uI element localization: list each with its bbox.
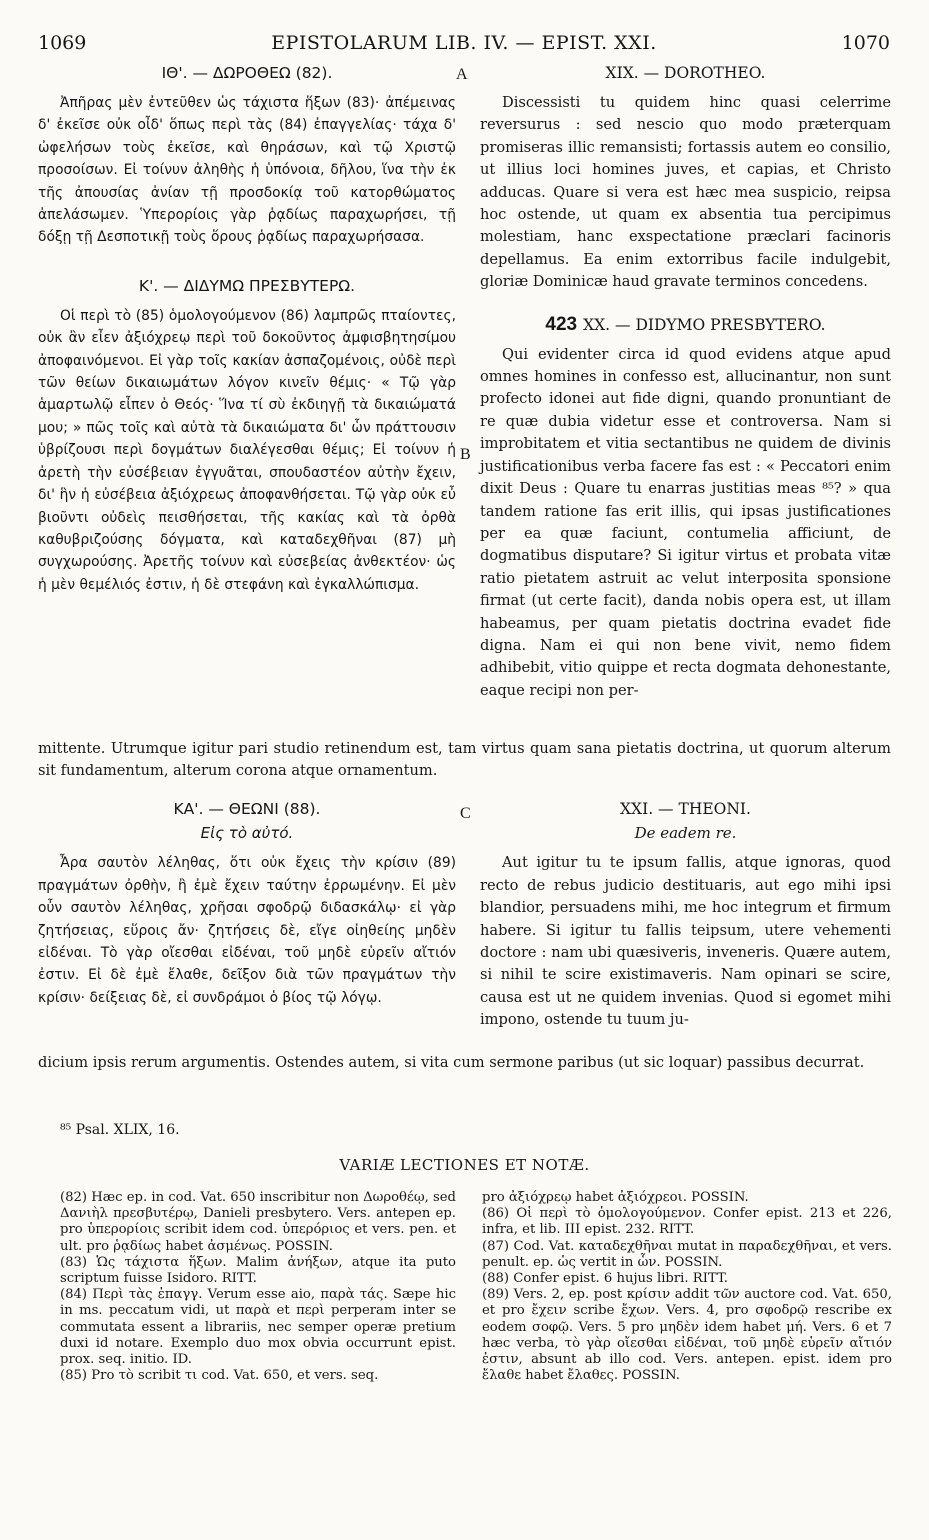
latin-column-top — [480, 62, 891, 702]
latin-epistle-20-text: Qui evidenter circa id quod evidens atque apud omnes homines in confesso est, allucinantur, non sunt profecto idonei aut fide digni, quando pronuntiant de re quæ dubia videtur esse et controversa. Nam si improbitatem et vitia sectantibus ne quidem de divinis justificationibus verba facere fas est : « Peccatori enim dixit Deus : Quare tu enarras justitias meas ⁸⁵? » qua tandem ratione fas erit illis, qui ipsas justificationes per ea quæ faciunt, contumelia afficiunt, de dogmatibus disputare? Si igitur virtus et probata vitæ ratio pietatem astruit ac velut interposita sponsione firmat (ut certe facit), danda nobis opera est, ut illam habeamus, per quam pietatis doctrina evadet fide digna. Nam ei qui non bene vivit, nemo fidem adhibebit, vitio quippe et recta dogmata dehonestante, eaque recipi non per- — [480, 345, 891, 699]
latin-epistle-21-title: XXI. — THEONI. — [620, 800, 751, 818]
latin-epistle-20-title: XX. — DIDYMO PRESBYTERO. — [583, 315, 826, 334]
margin-mark-c: C — [460, 805, 471, 822]
notes-left-column — [60, 1190, 456, 1384]
page-number-right: 1070 — [841, 32, 890, 54]
running-title: EPISTOLARUM LIB. IV. — EPIST. XXI. — [271, 32, 657, 54]
note-85-continued: pro ἀξιόχρεῳ habet ἀξιόχρεοι. POSSIN. — [482, 1190, 749, 1205]
running-header — [38, 32, 890, 60]
latin-epistle-19-title: XIX. — DOROTHEO. — [605, 64, 766, 82]
note-83: (83) Ὡς τάχιστα ἥξων. Malim ἀνήξων, atque ita puto scriptum fuisse Isidoro. RITT. — [60, 1254, 456, 1287]
greek-column-bottom — [38, 798, 456, 1009]
greek-epistle-20-title: Κ'. — ΔΙΔΥΜΩ ΠΡΕΣΒΥΤΕΡΩ. — [138, 276, 356, 295]
note-89: (89) Vers. 2, ep. post κρίσιν addit τῶν auctore cod. Vat. 650, et pro ἔχειν scribe ἔχων. Vers. 4, pro σφοδρῷ rescribe ex eodem σοφῷ. Vers. 5 pro μηδὲν idem habet μή. Vers. 6 et 7 hæc verba, τὸ γὰρ οἴεσθαι εἰδέναι, τοῦ μηδὲ εὑρεῖν αἴτιόν ἐστιν, absunt ab illo cod. Vers. antepen. epist. idem pro ἔλαθε habet ἔλαθες. POSSIN. — [482, 1287, 892, 1384]
greek-epistle-19-text: Ἀπῆρας μὲν ἐντεῦθεν ὡς τάχιστα ἥξων (83)· ἀπέμεινας δ' ἐκεῖσε οὐκ οἶδ' ὅπως περὶ τὰς (84) ἐπαγγελίας· τάχα δ' ὠφελήσων τοὺς ἐκεῖσε, καὶ θηράσων, καὶ τῷ Χριστῷ προσοίσων. Εἰ τοίνυν ἀληθὴς ἡ ὑπόνοια, δῆλου, ἵνα τὴν ἐκ τῆς ἀπουσίας ἀνίαν τῇ προσδοκίᾳ τοῦ κατορθώματος ἀπελάσωμεν. Ὑπερορίοις γὰρ ῥᾳδίως παραχωρήσει, τῇ δόξῃ τῇ Δεσποτικῇ τοὺς ὅρους ῥᾳδίως παραχωρήσασα. — [38, 95, 456, 246]
latin-column-bottom — [480, 798, 891, 1032]
page-number-left: 1069 — [38, 32, 87, 54]
greek-epistle-21-subtitle: Εἰς τὸ αὐτό. — [200, 824, 294, 842]
note-85: (85) Pro τὸ scribit τι cod. Vat. 650, et vers. seq. — [60, 1368, 379, 1384]
latin-epistle-19-text: Discessisti tu quidem hinc quasi celerrime reversurus : sed nescio quo modo præterquam promiseras illic remansisti; fortassis autem eo consilio, ut illius loci homines juves, et capias, et Christo adducas. Quare si vera est hæc mea suspicio, reipsa hoc ostende, ut quam ex absentia tua percipimus molestiam, hanc exspectatione præclari facinoris depellamus. Ea enim extorribus facile indulgebit, gloriæ Dominicæ haud gravate terminos concedens. — [480, 94, 891, 291]
greek-epistle-20-text: Οἱ περὶ τὸ (85) ὁμολογούμενον (86) λαμπρῶς πταίοντες, οὐκ ἂν εἶεν ἀξιόχρεῳ περὶ τοῦ δοκοῦντος ἀμφισβητησίμου ἀποφαινόμενοι. Εἰ γὰρ τοῖς κακίαν ἀσπαζομένοις, οὐδὲ περὶ τῶν θείων δικαιωμάτων λόγον κινεῖν θέμις· « Τῷ γὰρ ἁμαρτωλῷ εἶπεν ὁ Θεός· Ἵνα τί σὺ ἐκδιηγῇ τὰ δικαιώματά μου; » πῶς τοῖς καὶ αὐτὰ τὰ δικαιώματα δι' ὧν πράττουσιν ὑβρίζουσι περὶ δογμάτων διαλέγεσθαι θέμις; Εἰ τοίνυν ἡ ἀρετὴ τὴν εὐσέβειαν ἐγγυᾶται, σπουδαστέον αὐτὴν ἔχειν, δι' ἣν ἡ εὐσέβεια ἀξιόχρεως ἀποφανθήσεται. Τῷ γὰρ οὐκ εὖ βιοῦντι οὐδεὶς πεισθήσεται, τῆς κακίας καὶ τὰ ὀρθὰ καθυβριζούσης δόγματα, καὶ καταδεχθῆναι (87) μὴ συγχωρούσης. Ἀρετῆς τοίνυν καὶ εὐσεβείας ἀνθεκτέον· ὡς ἡ μὲν θεμέλιός ἐστιν, ἡ δὲ στεφάνη καὶ ἐγκαλλώπισμα. — [38, 307, 456, 593]
latin-epistle-21-text: Aut igitur tu te ipsum fallis, atque ignoras, quod recto de rebus judicio destituaris, aut ego mihi ipsi blandior, persuadens mihi, me hoc integrum et firmum habere. Si igitur tu fallis teipsum, utere vehementi doctore : nam ubi quæsiveris, inveneris. Quære autem, si nihil te scire existimaveris. Nam opinari se scire, causa est ut ne quidem invenias. Quod si egomet mihi impono, ostende tu tuum ju- — [480, 854, 891, 1029]
greek-column-top — [38, 62, 456, 596]
margin-mark-b: B — [460, 446, 471, 463]
note-86: (86) Οἱ περὶ τὸ ὁμολογούμενον. Confer epist. 213 et 226, infra, et lib. III epist. 232. RITT. — [482, 1206, 892, 1238]
variae-lectiones-title: VARIÆ LECTIONES ET NOTÆ. — [339, 1156, 590, 1174]
column-number: 423 — [545, 313, 578, 335]
footnote: ⁸⁵ Psal. XLIX, 16. — [60, 1122, 180, 1138]
latin-epistle-21-continuation: dicium ipsis rerum argumentis. Ostendes autem, si vita cum sermone paribus (ut sic loquar) passibus decurrat. — [38, 1054, 865, 1071]
note-87: (87) Cod. Vat. καταδεχθῆναι mutat in παραδεχθῆναι, et vers. penult. ep. ὡς vertit in ὧν. POSSIN. — [482, 1238, 892, 1270]
greek-epistle-21-title: ΚΑ'. — ΘΕΩΝΙ (88). — [173, 800, 321, 818]
note-84: (84) Περὶ τὰς ἐπαγγ. Verum esse aio, παρὰ τάς. Sæpe hic in ms. peccatum vidi, ut παρὰ et περὶ perperam inter se commutata essent a librariis, nec semper operæ pretium duxi id notare. Exemplo duo mox obvia occurrunt epist. prox. seq. initio. ID. — [60, 1287, 456, 1368]
greek-epistle-21-text: Ἆρα σαυτὸν λέληθας, ὅτι οὐκ ἔχεις τὴν κρίσιν (89) πραγμάτων ὀρθὴν, ἢ ἐμὲ ἔχειν ταύτην ἐρρωμένην. Εἰ μὲν οὖν σαυτὸν λέληθας, χρῆσαι σφοδρῷ διδασκάλῳ· εἰ γὰρ ζητήσειας, εὕροις ἄν· ζητήσεις δὲ, εἴγε οἰηθείης μηδὲν εἰδέναι. Τὸ γὰρ οἴεσθαι εἰδέναι, τοῦ μηδὲ εὑρεῖν αἴτιόν ἐστιν. Εἰ δὲ ἐμὲ ἔλαθε, δεῖξον διὰ τῶν πραγμάτων τὴν κρίσιν· δείξειας δὲ, εἰ συνδράμοι ὁ βίος τῷ λόγῳ. — [38, 855, 456, 1006]
note-82: (82) Hæc ep. in cod. Vat. 650 inscribitur non Δωροθέῳ, sed Δανιὴλ πρεσβυτέρῳ, Danieli presbytero. Vers. antepen ep. pro ὑπερορίοις scribit idem cod. ὑπερόριος et vers. pen. et ult. pro ῥᾳδίως habet ἀσμένως. POSSIN. — [60, 1190, 456, 1254]
greek-epistle-19-title: ΙΘ'. — ΔΩΡΟΘΕΩ (82). — [161, 64, 333, 82]
margin-mark-a: A — [456, 66, 468, 83]
notes-right-column — [482, 1190, 892, 1384]
latin-epistle-21-subtitle: De eadem re. — [634, 824, 737, 842]
latin-epistle-20-heading — [480, 314, 891, 336]
latin-epistle-20-continuation: mittente. Utrumque igitur pari studio retinendum est, tam virtus quam sana pietatis doctrina, ut quorum alterum sit fundamentum, alterum corona atque ornamentum. — [38, 740, 891, 780]
note-88: (88) Confer epist. 6 hujus libri. RITT. — [482, 1271, 729, 1287]
